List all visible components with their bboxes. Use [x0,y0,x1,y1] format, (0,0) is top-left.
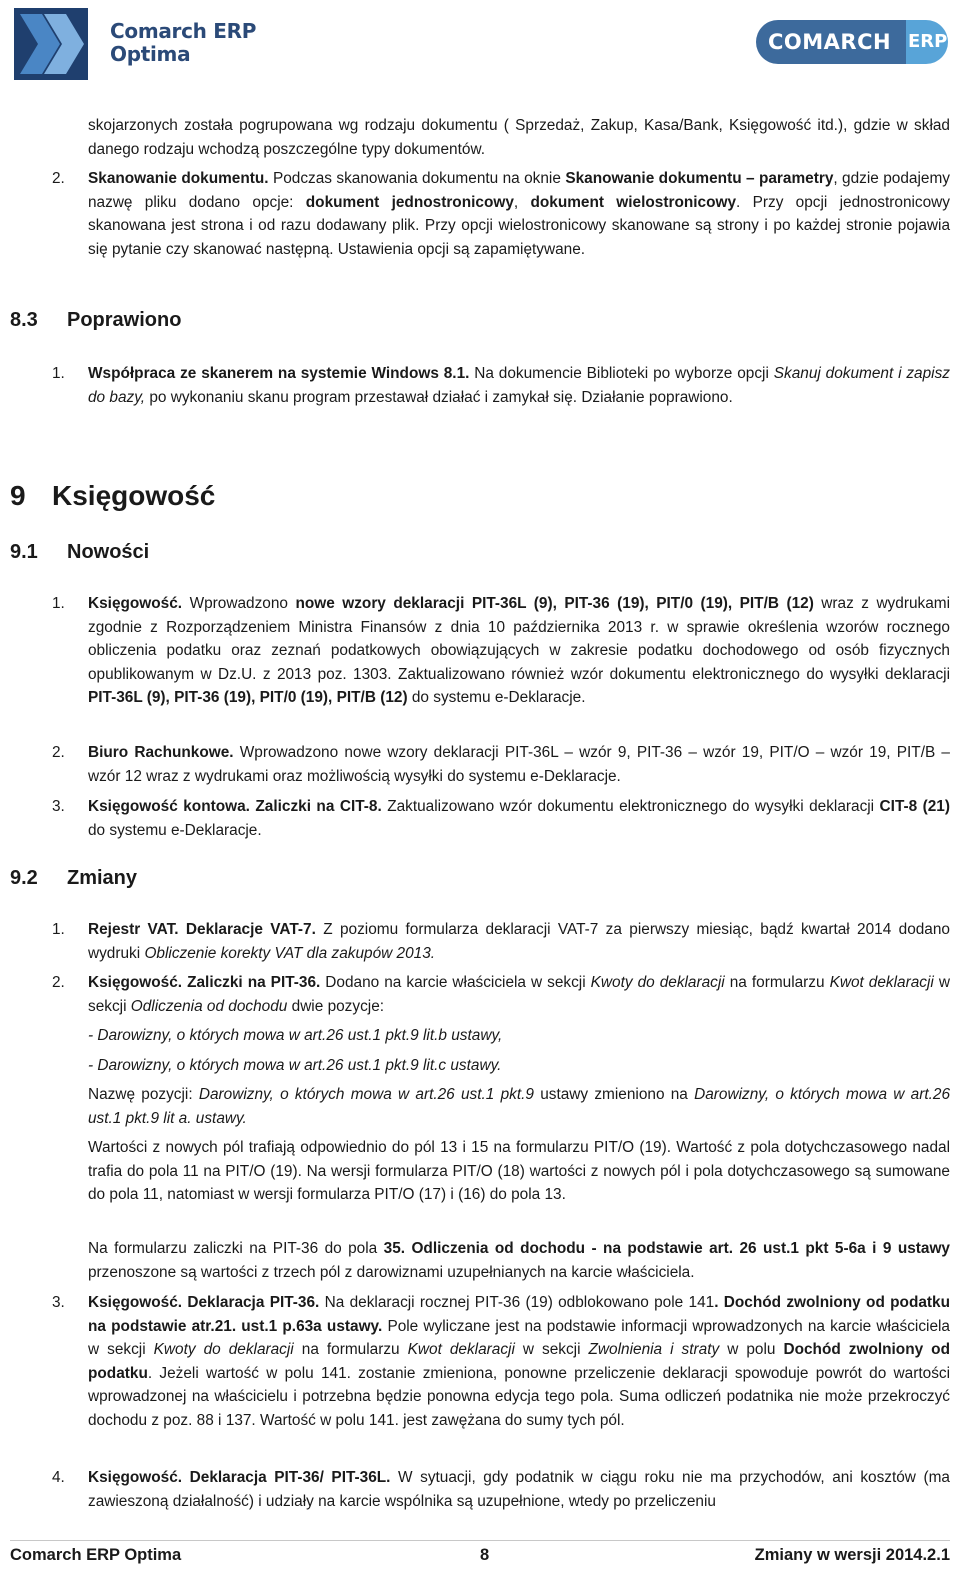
text-run: do systemu e-Deklaracje. [407,689,586,706]
heading-title: Zmiany [67,867,138,889]
list-item-pit36l [88,1466,950,1513]
optima-chevron-icon [14,8,88,80]
brand-name [110,20,270,66]
section-heading-8-3 [10,309,182,332]
item-title: Skanowanie dokumentu. [88,170,269,187]
list-number: 1. [52,595,65,612]
list-number: 3. [52,798,65,815]
list-item-ksiegowosc-pit [88,592,950,710]
text-run: Zaktualizowano wzór dokumentu elektronicznego do wysyłki deklaracji [381,798,880,815]
list-item-scanning [88,167,950,261]
text-run: w polu [719,1341,784,1358]
footer-product: Comarch ERP Optima [10,1546,182,1564]
bold-run: Skanowanie dokumentu – parametry [565,170,834,187]
bold-run: CIT-8 (21) [879,798,950,815]
comarch-logo-text: COMARCH [756,20,906,64]
list-number: 4. [52,1469,65,1486]
text-run: W sytuacji, gdy podatnik w ciągu roku nie ma przychodów, ani kosztów (ma zawieszoną działalność) i udziały na karcie wspólnika są uzupełnione, wtedy po przeliczeniu [88,1469,950,1510]
text-run: wraz z wydrukami zgodnie z Rozporządzeniem Ministra Finansów z dnia 10 października 2013 r. w sprawie określenia wzorów rocznego obliczenia podatku oraz zeznań podatkowych obowiązujących w zakresie podatku dochodowego od osób fizycznych opublikowanym w Dz.U. z 2013 poz. 1303. Zaktualizowano również wzór dokumentu elektronicznego do wysyłki deklaracji [88,595,950,683]
footer-divider [10,1540,950,1541]
text-run: do systemu e-Deklaracje. [88,821,262,839]
text-run: w sekcji [514,1341,589,1358]
darowizny-line-b [88,1024,950,1048]
italic-run: Kwot deklaracji [829,974,934,991]
text-run: Wartości z nowych pól trafiają odpowiednio do pól 13 i 15 na formularzu PIT/O (19). Wartość z pola dotychczasowego nadal trafia do pola 11 na PIT/O (19). Na wersji formularza PIT/O (18) wartości z nowych pól i pola dotychczasowego są sumowane do pola 11, natomiast w wersji formularza PIT/O (17) i (16) do pola 13. [88,1139,950,1203]
italic-run: Odliczenia od dochodu [130,997,288,1015]
bold-run: Dochód zwolniony od podatku [88,1341,950,1382]
chapter-heading-9 [10,480,216,512]
heading-title: Poprawiono [67,309,182,331]
text-run: . Jeżeli wartość w polu 141. zostanie zmieniona, ponowne przeliczenie deklaracji spowoduje powrót do wartości wprowadzonej na właścicielu i potrzebna będzie ponowna edycja tego pola. Suma odliczeń podatnika nie może przekroczyć dochodu z poz. 88 i 137. Wartość w polu 141. jest zawężana do sumy tych pól. [88,1364,950,1429]
bold-run: nowe wzory deklaracji PIT-36L (9), PIT-36 (19), PIT/0 (19), PIT/B (12) [295,595,814,612]
heading-title: Nowości [67,541,150,563]
text-run: Pole wyliczane jest na podstawie informacji wprowadzonych na karcie właściciela w sekcji [88,1317,950,1358]
text-run: Nazwę pozycji: [88,1086,199,1103]
list-number: 1. [52,365,65,382]
italic-run: Darowizny, o których mowa w art.26 ust.1 pkt.9 lit a. ustawy. [88,1086,951,1127]
brand-line1: Comarch ERP [110,19,257,43]
text-run: ustawy zmieniono na [533,1086,695,1103]
italic-run: - Darowizny, o których mowa w art.26 ust.1 pkt.9 lit.c ustawy. [88,1057,502,1074]
italic-run: Darowizny, o których mowa w art.26 ust.1 pkt.9 [198,1086,534,1103]
text-run: , gdzie podajemy nazwę pliku dodano opcje: [88,170,950,211]
comarch-erp-optima-logo [14,8,257,85]
footer-page-number: 8 [480,1546,490,1564]
section-heading-9-1 [10,541,150,564]
italic-run: Kwoty do deklaracji [153,1341,294,1358]
section-heading-9-2 [10,867,138,890]
heading-number: 9.2 [10,867,38,889]
list-item-vat7 [88,918,950,965]
text-run: Dodano na karcie właściciela w sekcji [320,974,591,991]
intro-text: skojarzonych została pogrupowana wg rodzaju dokumentu ( Sprzedaż, Zakup, Kasa/Bank, Księgowość itd.), gdzie w skład danego rodzaju wchodzą poszczególne typy dokumentów. [88,117,950,158]
item-title: Księgowość. Deklaracja PIT-36/ PIT-36L. [88,1469,391,1486]
bold-run: 35. Odliczenia od dochodu - na podstawie art. 26 ust.1 pkt 5-6a i 9 ustawy [383,1240,950,1257]
brand-line2: Optima [110,42,191,66]
list-item-pit36-deklaracja [88,1291,950,1432]
item-title: Księgowość. [88,595,183,612]
darowizny-line-c [88,1054,950,1078]
list-number: 2. [52,744,65,761]
text-run: Z poziomu formularza deklaracji VAT-7 za pierwszy miesiąc, bądź kwartał 2014 dodano wydruki [88,921,950,962]
item-title: Biuro Rachunkowe. [88,744,234,761]
formularz-zaliczki-paragraph [88,1237,950,1284]
text-run: dwie pozycje: [287,997,385,1015]
text-run: na formularzu [724,974,830,991]
italic-run: - Darowizny, o których mowa w art.26 ust.1 pkt.9 lit.b ustawy, [88,1027,503,1044]
text-run: . Przy opcji jednostronicowy skanowana jest strona i od razu dodawany plik. Przy opcji wielostronicowy skanowane są strony i po każdej stronie pojawia się pytanie czy skanować następną. Ustawienia opcji są zapamiętywane. [88,193,950,258]
text-run: Na deklaracji rocznej PIT-36 (19) odblokowano pole 141 [319,1294,715,1311]
text-run: przenoszone są wartości z trzech pól z darowiznami uzupełnianych na karcie właściciela. [88,1263,695,1281]
item-title: Księgowość. Zaliczki na PIT-36. [88,974,321,991]
italic-run: Obliczenie korekty VAT dla zakupów 2013. [144,944,436,962]
footer-version: Zmiany w wersji 2014.2.1 [754,1546,950,1564]
list-item-cit8 [88,795,950,842]
text-run: po wykonaniu skanu program przestawał działać i zamykał się. Działanie poprawiono. [145,388,733,406]
item-title: Księgowość kontowa. Zaliczki na CIT-8. [88,798,382,815]
heading-number: 9 [10,480,26,511]
erp-logo-text: ERP [906,20,948,64]
item-title: Współpraca ze skanerem na systemie Windows 8.1. [88,365,470,382]
list-item-pit36-zaliczki [88,971,950,1018]
text-run: w sekcji [88,974,950,1015]
comarch-erp-logo [756,20,948,64]
text-run: , [513,193,531,211]
nazwa-pozycji-paragraph [88,1083,950,1130]
text-run: Wprowadzono [182,595,296,612]
page-header [0,0,960,90]
bold-run: . Dochód zwolniony od podatku na podstawie atr.21. ust.1 p.63a ustawy. [88,1294,950,1335]
italic-run: Kwoty do deklaracji [590,974,725,991]
list-number: 2. [52,170,65,187]
list-item-windows-scanner [88,362,950,409]
bold-run: dokument wielostronicowy [530,193,737,211]
text-run: Wprowadzono nowe wzory deklaracji PIT-36L – wzór 9, PIT-36 – wzór 19, PIT/O – wzór 19, PIT/B – wzór 12 wraz z wydrukami oraz możliwością wysyłki do systemu e-Deklaracje. [88,744,950,785]
italic-run: Zwolnienia i straty [588,1341,720,1358]
item-title: Księgowość. Deklaracja PIT-36. [88,1294,320,1311]
text-run: na formularzu [293,1341,408,1358]
list-number: 1. [52,921,65,938]
heading-title: Księgowość [52,480,216,511]
wartosci-paragraph [88,1136,950,1207]
bold-run: dokument jednostronicowy [305,193,514,211]
heading-number: 9.1 [10,541,38,563]
list-number: 2. [52,974,65,991]
item-title: Rejestr VAT. Deklaracje VAT-7. [88,921,316,938]
italic-run: Kwot deklaracji [407,1341,515,1358]
list-item-biuro-rachunkowe [88,741,950,788]
text-run: Podczas skanowania dokumentu na oknie [268,170,566,187]
intro-paragraph [88,114,950,161]
bold-run: PIT-36L (9), PIT-36 (19), PIT/0 (19), PIT/B (12) [88,689,408,706]
text-run: Na formularzu zaliczki na PIT-36 do pola [88,1240,384,1257]
heading-number: 8.3 [10,309,38,331]
text-run: Na dokumencie Biblioteki po wyborze opcji [469,365,774,382]
italic-run: Skanuj dokument i zapisz do bazy, [88,365,950,406]
list-number: 3. [52,1294,65,1311]
